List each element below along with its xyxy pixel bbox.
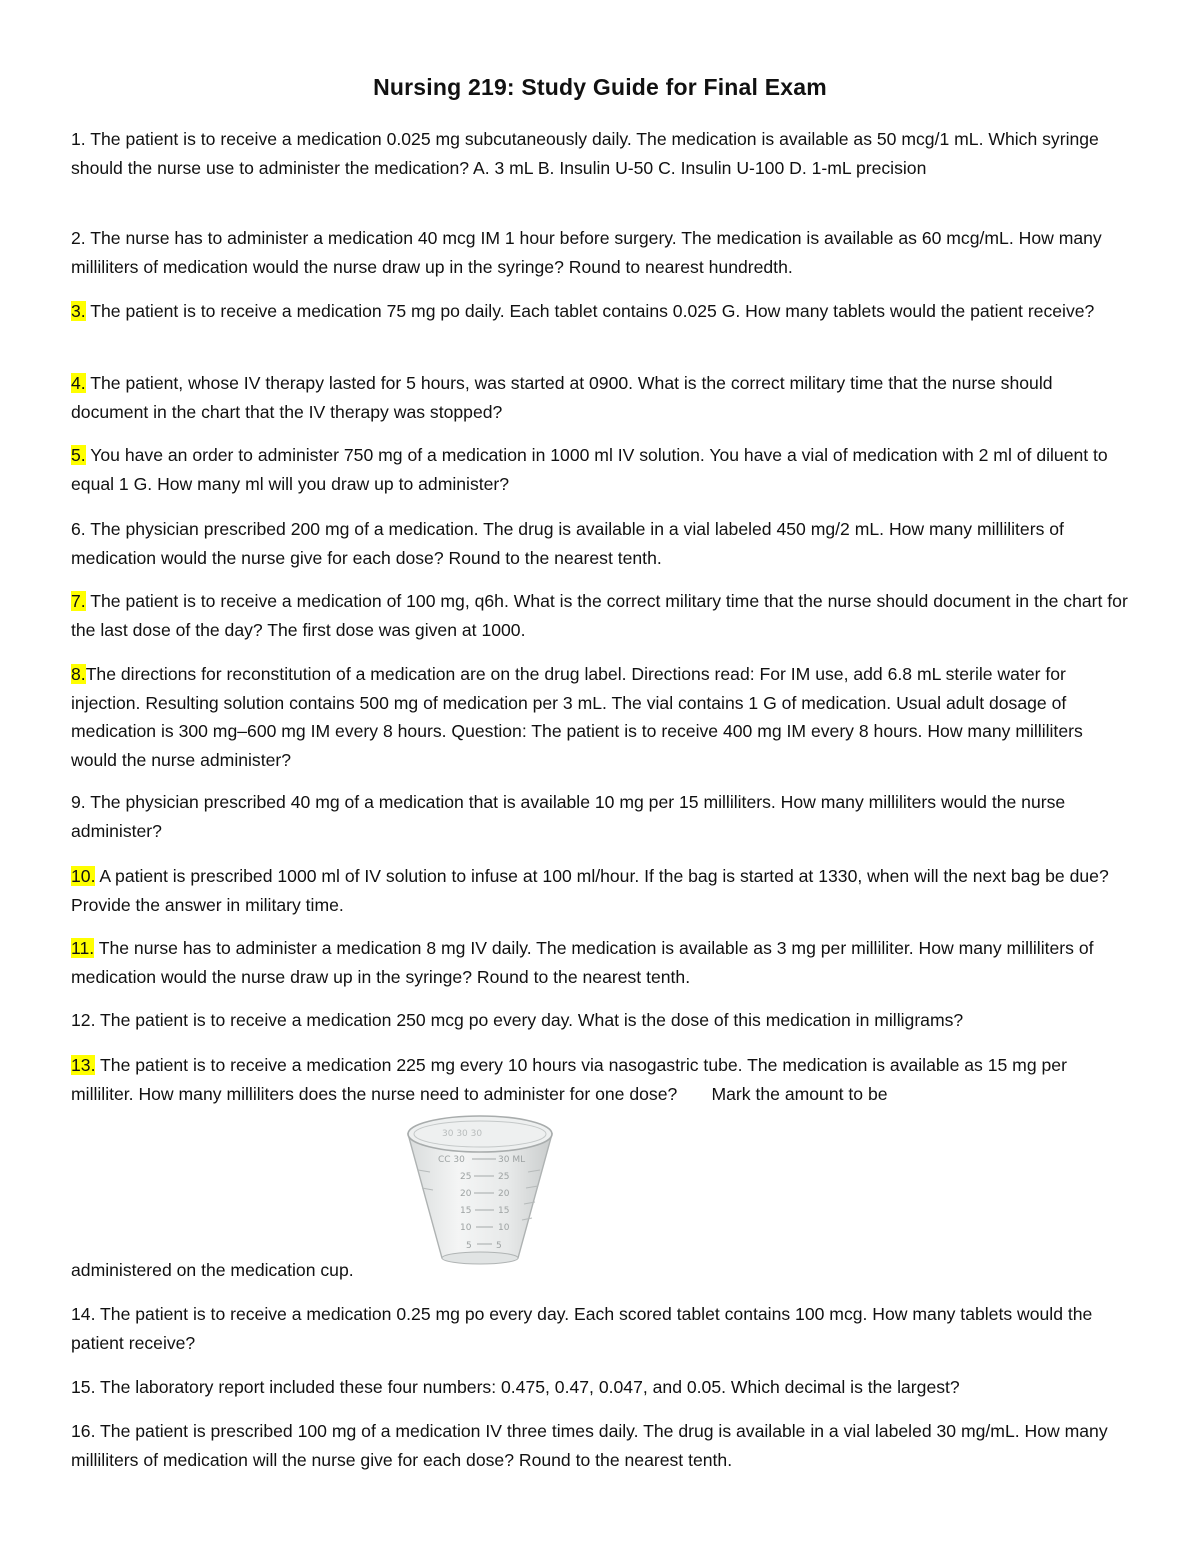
question-number-highlighted: 8. [71, 664, 86, 684]
question-number: 16. [71, 1421, 96, 1441]
question-4 [71, 369, 1133, 426]
question-text: The nurse has to administer a medication 8 mg IV daily. The medication is available as 3 mg per milliliter. How many milliliters of medication would the nurse draw up in the syringe? Round to the nearest tenth. [71, 938, 1094, 987]
question-number: 9. [71, 792, 86, 812]
question-3 [71, 297, 1133, 326]
cup-left-mark: 25 [460, 1172, 472, 1182]
question-11 [71, 934, 1133, 991]
cup-left-mark: 5 [466, 1241, 472, 1251]
cup-left-mark: 15 [460, 1206, 472, 1216]
question-text: The physician prescribed 200 mg of a medication. The drug is available in a vial labeled 450 mg/2 mL. How many milliliters of medication would the nurse give for each dose? Round to the nearest tenth. [71, 519, 1064, 568]
question-text: The patient is to receive a medication 250 mcg po every day. What is the dose of this medication in milligrams? [95, 1010, 964, 1030]
question-number-highlighted: 11. [71, 938, 95, 958]
question-text: The patient, whose IV therapy lasted for 5 hours, was started at 0900. What is the correct military time that the nurse should document in the chart that the IV therapy was stopped? [71, 373, 1053, 422]
question-number: 1. [71, 129, 86, 149]
question-text: The laboratory report included these four numbers: 0.475, 0.47, 0.047, and 0.05. Which decimal is the largest? [95, 1377, 960, 1397]
cup-right-mark: 20 [498, 1189, 510, 1199]
question-number: 14. [71, 1304, 96, 1324]
question-number: 6. [71, 519, 86, 539]
question-7 [71, 587, 1133, 644]
question-16 [71, 1417, 1133, 1474]
question-text: The patient is to receive a medication 75 mg po daily. Each tablet contains 0.025 G. How many tablets would the patient receive? [85, 301, 1095, 321]
medication-cup-image [402, 1112, 558, 1272]
question-text: The physician prescribed 40 mg of a medication that is available 10 mg per 15 milliliters. How many milliliters would the nurse administer? [71, 792, 1066, 841]
page-title: Nursing 219: Study Guide for Final Exam [373, 74, 827, 100]
question-14 [71, 1300, 1133, 1357]
cup-right-mark: 15 [498, 1206, 510, 1216]
question-text: The directions for reconstitution of a medication are on the drug label. Directions read: For IM use, add 6.8 mL sterile water for injection. Resulting solution contains 500 mg of medication per 3 mL. The vial contains 1 G of medication. Usual adult dosage of medication is 300 mg–600 mg IM every 8 hours. Question: The patient is to receive 400 mg IM every 8 hours. How many milliliters would the nurse administer? [71, 664, 1083, 770]
question-number-highlighted: 13. [71, 1055, 96, 1075]
question-2 [71, 224, 1133, 281]
cup-left-mark: CC 30 [438, 1155, 465, 1165]
question-number: 12. [71, 1010, 96, 1030]
question-text: The patient is to receive a medication of 100 mg, q6h. What is the correct military time that the nurse should document in the chart for the last dose of the day? The first dose was given at 1000. [71, 591, 1128, 640]
question-number: 15. [71, 1377, 96, 1397]
question-12 [71, 1006, 1133, 1035]
question-number-highlighted: 7. [71, 591, 86, 611]
question-6 [71, 515, 1133, 572]
question-5 [71, 441, 1133, 498]
cup-right-mark: 10 [498, 1223, 510, 1233]
question-text: The patient is prescribed 100 mg of a medication IV three times daily. The drug is available in a vial labeled 30 mg/mL. How many milliliters of medication will the nurse give for each dose? Round to the nearest tenth. [71, 1421, 1108, 1470]
question-text: The nurse has to administer a medication 40 mcg IM 1 hour before surgery. The medication is available as 60 mcg/mL. How many milliliters of medication would the nurse draw up in the syringe? Round to nearest hundredth. [71, 228, 1102, 277]
question-number-highlighted: 10. [71, 866, 96, 886]
question-text: A patient is prescribed 1000 ml of IV solution to infuse at 100 ml/hour. If the bag is started at 1330, when will the next bag be due? Provide the answer in military time. [71, 866, 1109, 915]
cup-top-label: 30 30 30 [442, 1129, 483, 1139]
question-15 [71, 1373, 1133, 1402]
question-9 [71, 788, 1133, 845]
question-number-highlighted: 5. [71, 445, 86, 465]
question-8 [71, 660, 1133, 774]
question-text: The patient is to receive a medication 0.025 mg subcutaneously daily. The medication is available as 50 mcg/1 mL. Which syringe should the nurse use to administer the medication? A. 3 mL B. Insulin U-50 C. Insulin U-100 D. 1-mL precision [71, 129, 1099, 178]
question-13 [71, 1051, 1133, 1108]
question-number-highlighted: 4. [71, 373, 86, 393]
question-text: The patient is to receive a medication 225 mg every 10 hours via nasogastric tube. The medication is available as 15 mg per milliliter. How many milliliters does the nurse need to administer for one dose? Mark the amount to be [71, 1055, 1072, 1104]
cup-right-mark: 25 [498, 1172, 510, 1182]
cup-left-mark: 20 [460, 1189, 472, 1199]
question-text: The patient is to receive a medication 0.25 mg po every day. Each scored tablet contains 100 mcg. How many tablets would the patient receive? [71, 1304, 1093, 1353]
question-13-continuation: administered on the medication cup. [71, 1260, 354, 1280]
question-text: You have an order to administer 750 mg of a medication in 1000 ml IV solution. You have a vial of medication with 2 ml of diluent to equal 1 G. How many ml will you draw up to administer? [71, 445, 1108, 494]
cup-right-mark: 5 [496, 1241, 502, 1251]
question-1 [71, 125, 1133, 182]
question-number: 2. [71, 228, 86, 248]
cup-right-mark: 30 ML [498, 1155, 526, 1165]
question-number-highlighted: 3. [71, 301, 86, 321]
question-10 [71, 862, 1133, 919]
cup-left-mark: 10 [460, 1223, 472, 1233]
